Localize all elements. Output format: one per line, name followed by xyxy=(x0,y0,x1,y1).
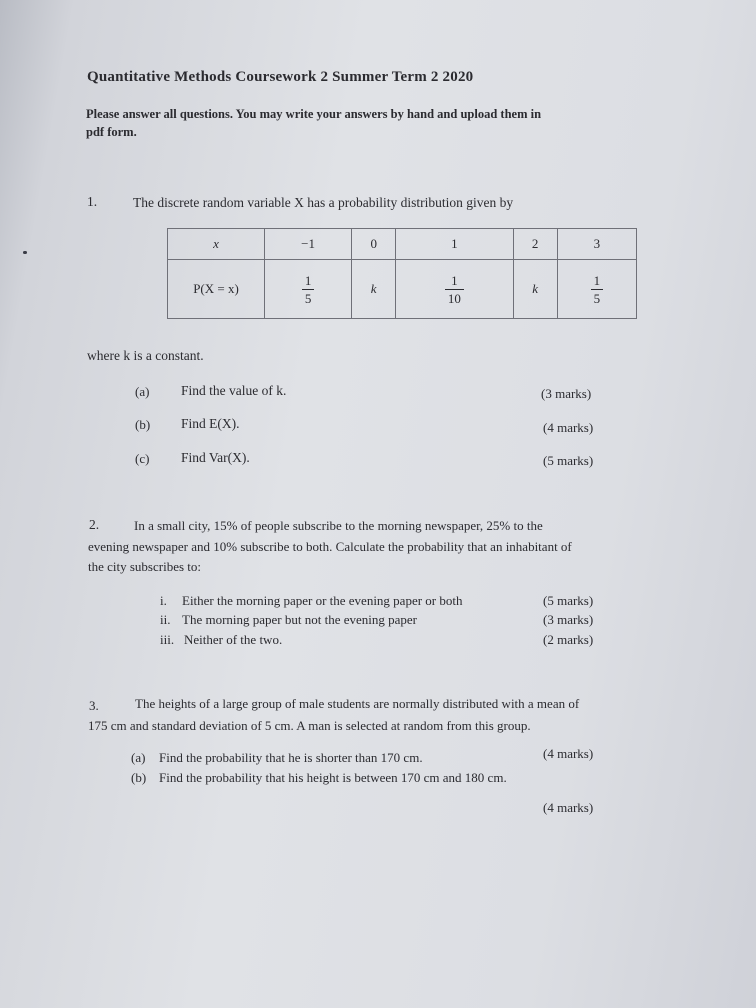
q1c-marks: (5 marks) xyxy=(543,453,594,468)
q1b-text: Find E(X). xyxy=(181,416,240,431)
q2iii-label: iii. xyxy=(160,632,175,647)
q2i-text: Either the morning paper or the evening paper or both xyxy=(182,593,463,608)
q2iii-text: Neither of the two. xyxy=(184,632,283,647)
q2ii-marks: (3 marks) xyxy=(543,612,594,627)
q1c-text: Find Var(X). xyxy=(181,450,250,465)
q2iii-marks: (2 marks) xyxy=(543,632,594,647)
q2ii-text: The morning paper but not the evening paper xyxy=(182,612,418,627)
table-cell-p-3: $\frac{1}{10}$ xyxy=(396,260,513,319)
q1c-label: (c) xyxy=(135,451,150,466)
q1b-marks: (4 marks) xyxy=(543,420,594,435)
instructions-line-2: pdf form. xyxy=(86,125,137,139)
q3a-label: (a) xyxy=(131,750,146,765)
q2-line-2: evening newspaper and 10% subscribe to both. Calculate the probability that an inhabitant of xyxy=(88,539,572,554)
q3-line-2: 175 cm and standard deviation of 5 cm. A man is selected at random from this group. xyxy=(88,718,531,733)
table-header-probability: P(X = x) xyxy=(168,260,265,319)
table-cell-x-3: 1 xyxy=(396,229,513,260)
q1a-marks: (3 marks) xyxy=(541,386,592,401)
q2i-label: i. xyxy=(160,593,167,608)
table-cell-x-2: 0 xyxy=(352,229,396,260)
probability-distribution-table xyxy=(167,228,637,319)
table-cell-p-1: $\frac{1}{5}$ xyxy=(265,260,352,319)
q3a-marks: (4 marks) xyxy=(543,746,594,761)
dust-speck xyxy=(23,251,27,254)
q3b-label: (b) xyxy=(131,770,147,785)
q1-where-note: where k is a constant. xyxy=(87,348,204,363)
table-cell-p-4: k xyxy=(513,260,557,319)
q2i-marks: (5 marks) xyxy=(543,593,594,608)
table-cell-x-5: 3 xyxy=(557,229,636,260)
q1a-text: Find the value of k. xyxy=(181,383,287,398)
document-title: Quantitative Methods Coursework 2 Summer Term 2 2020 xyxy=(87,69,474,85)
q3b-text: Find the probability that his height is between 170 cm and 180 cm. xyxy=(159,770,507,785)
table-cell-p-2: k xyxy=(352,260,396,319)
q2-line-3: the city subscribes to: xyxy=(88,559,202,574)
instructions-line-1: Please answer all questions. You may write your answers by hand and upload them in xyxy=(86,107,542,121)
table-cell-p-5: $\frac{1}{5}$ xyxy=(557,260,636,319)
table-row-x xyxy=(168,229,637,260)
q1-number: 1. xyxy=(87,194,98,209)
table-cell-x-4: 2 xyxy=(513,229,557,260)
q2-line-1: In a small city, 15% of people subscribe to the morning newspaper, 25% to the xyxy=(134,518,543,533)
q2-number: 2. xyxy=(89,517,100,532)
q1b-label: (b) xyxy=(135,417,151,432)
table-cell-x-1: −1 xyxy=(265,229,352,260)
q1-intro: The discrete random variable X has a probability distribution given by xyxy=(133,195,514,210)
q2ii-label: ii. xyxy=(160,612,171,627)
q3-number: 3. xyxy=(89,698,99,713)
q3b-marks: (4 marks) xyxy=(543,800,594,815)
q1a-label: (a) xyxy=(135,384,150,399)
table-row-probability xyxy=(168,260,637,319)
q3-line-1: The heights of a large group of male students are normally distributed with a mean of xyxy=(135,696,580,711)
table-header-x: x xyxy=(168,229,265,260)
q3a-text: Find the probability that he is shorter than 170 cm. xyxy=(159,750,423,765)
